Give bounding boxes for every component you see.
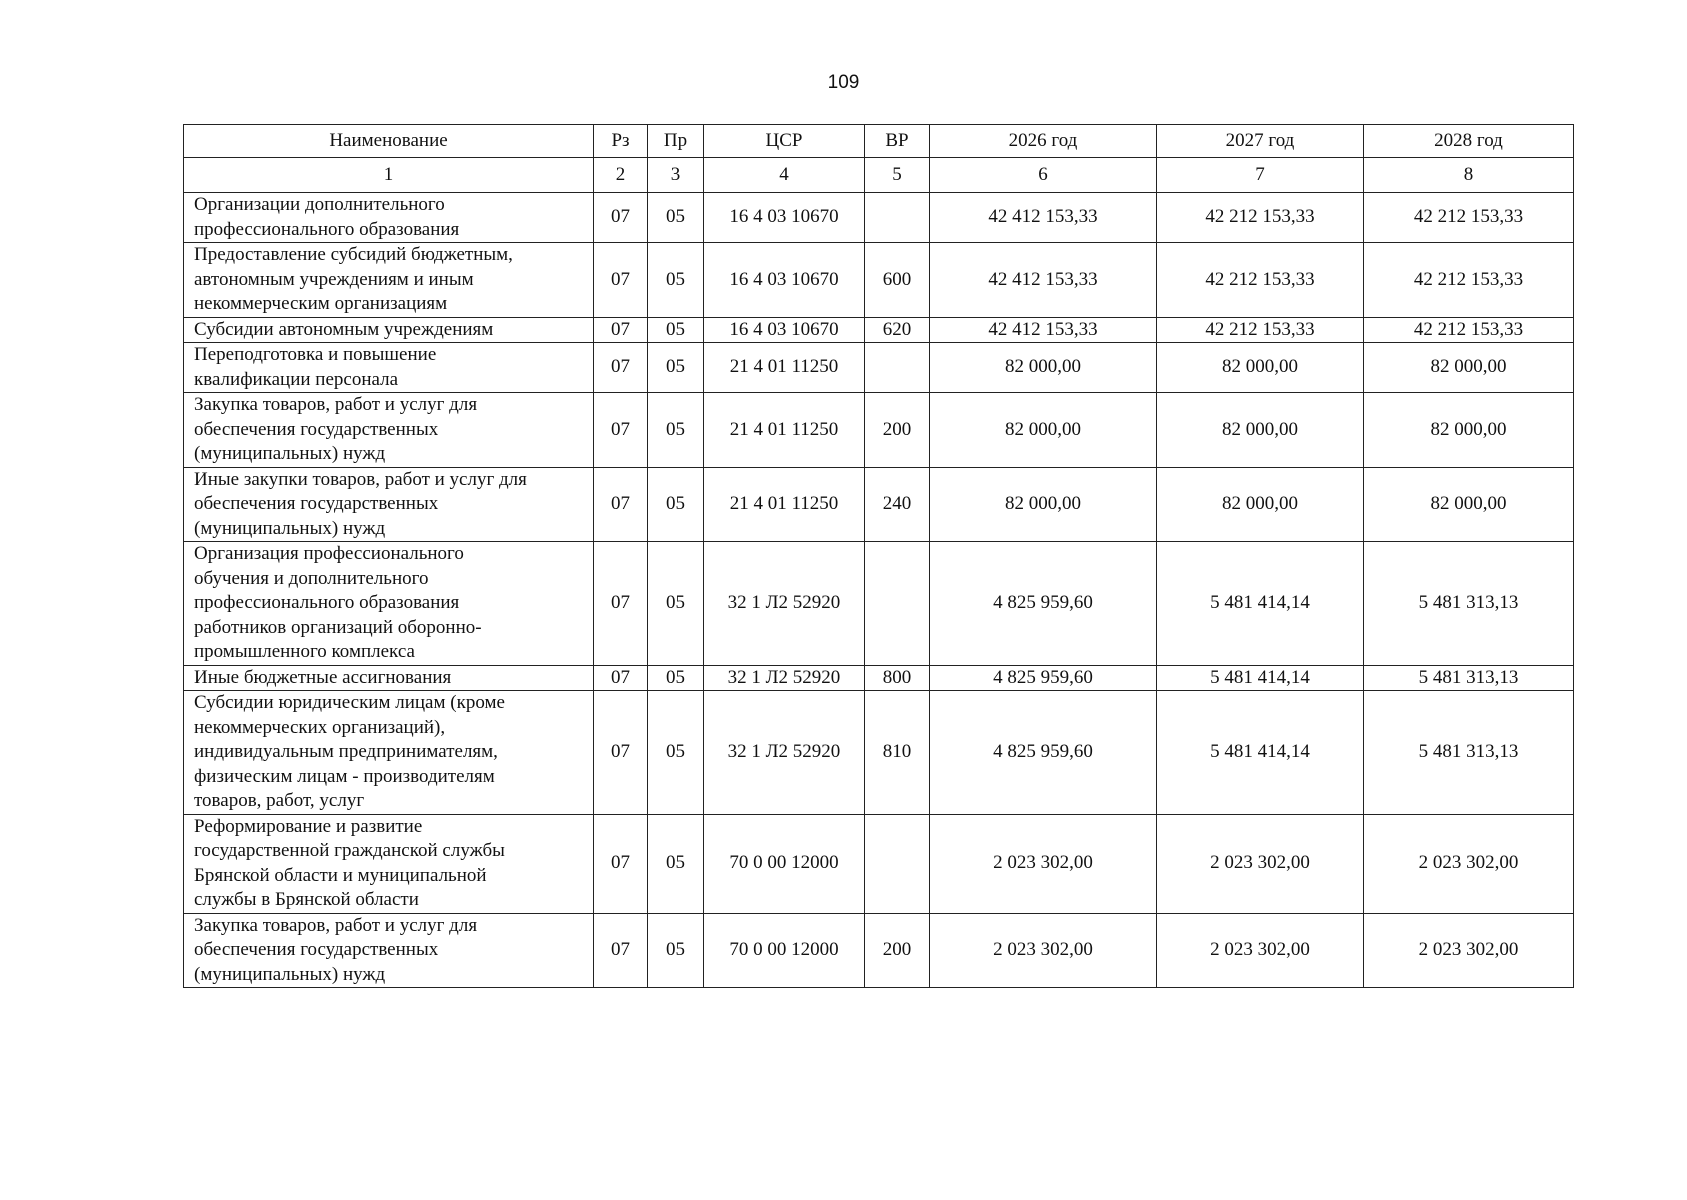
table-row (184, 243, 1574, 318)
row-amount-2028: 2 023 302,00 (1364, 913, 1574, 988)
column-number: 8 (1364, 158, 1574, 193)
row-amount-2026: 42 412 153,33 (930, 317, 1157, 343)
row-amount-2027: 5 481 414,14 (1157, 665, 1364, 691)
row-amount-2027: 5 481 414,14 (1157, 542, 1364, 666)
row-pr: 05 (648, 393, 704, 468)
row-name: Организации дополнительного профессионального образования (184, 193, 594, 243)
table-row (184, 665, 1574, 691)
row-amount-2027: 42 212 153,33 (1157, 317, 1364, 343)
column-number: 5 (865, 158, 930, 193)
column-number: 4 (704, 158, 865, 193)
row-name: Субсидии юридическим лицам (кроме некоммерческих организаций), индивидуальным предпринимателям, физическим лицам - производителям товаров, работ, услуг (184, 691, 594, 815)
header-csr: ЦСР (704, 125, 865, 158)
row-vr: 200 (865, 393, 930, 468)
row-csr: 16 4 03 10670 (704, 317, 865, 343)
header-name: Наименование (184, 125, 594, 158)
table-row (184, 393, 1574, 468)
column-number: 7 (1157, 158, 1364, 193)
row-amount-2026: 82 000,00 (930, 343, 1157, 393)
row-csr: 21 4 01 11250 (704, 393, 865, 468)
row-rz: 07 (594, 467, 648, 542)
row-pr: 05 (648, 691, 704, 815)
budget-table (183, 124, 1574, 988)
page-number: 109 (827, 72, 860, 93)
row-amount-2026: 82 000,00 (930, 393, 1157, 468)
row-amount-2028: 82 000,00 (1364, 343, 1574, 393)
row-amount-2028: 5 481 313,13 (1364, 542, 1574, 666)
row-pr: 05 (648, 193, 704, 243)
row-amount-2028: 42 212 153,33 (1364, 193, 1574, 243)
row-amount-2028: 2 023 302,00 (1364, 814, 1574, 913)
row-rz: 07 (594, 193, 648, 243)
row-rz: 07 (594, 317, 648, 343)
row-name: Иные закупки товаров, работ и услуг для обеспечения государственных (муниципальных) нужд (184, 467, 594, 542)
row-name: Организация профессионального обучения и дополнительного профессионального образования работников организаций оборонно- промышленного комплекса (184, 542, 594, 666)
row-amount-2028: 42 212 153,33 (1364, 317, 1574, 343)
row-amount-2027: 42 212 153,33 (1157, 243, 1364, 318)
row-rz: 07 (594, 691, 648, 815)
row-pr: 05 (648, 814, 704, 913)
row-amount-2028: 5 481 313,13 (1364, 665, 1574, 691)
row-name: Реформирование и развитие государственной гражданской службы Брянской области и муниципальной службы в Брянской области (184, 814, 594, 913)
row-name: Переподготовка и повышение квалификации персонала (184, 343, 594, 393)
row-pr: 05 (648, 542, 704, 666)
row-vr (865, 343, 930, 393)
row-pr: 05 (648, 467, 704, 542)
row-vr: 240 (865, 467, 930, 542)
row-name: Закупка товаров, работ и услуг для обеспечения государственных (муниципальных) нужд (184, 393, 594, 468)
row-amount-2026: 82 000,00 (930, 467, 1157, 542)
row-pr: 05 (648, 343, 704, 393)
row-vr: 810 (865, 691, 930, 815)
column-number: 2 (594, 158, 648, 193)
row-amount-2027: 2 023 302,00 (1157, 913, 1364, 988)
table-row (184, 542, 1574, 666)
table-row (184, 913, 1574, 988)
row-csr: 16 4 03 10670 (704, 243, 865, 318)
row-name: Предоставление субсидий бюджетным, автономным учреждениям и иным некоммерческим организациям (184, 243, 594, 318)
row-vr (865, 193, 930, 243)
row-csr: 21 4 01 11250 (704, 467, 865, 542)
row-csr: 16 4 03 10670 (704, 193, 865, 243)
row-vr: 620 (865, 317, 930, 343)
row-vr (865, 542, 930, 666)
row-amount-2027: 2 023 302,00 (1157, 814, 1364, 913)
row-name: Закупка товаров, работ и услуг для обеспечения государственных (муниципальных) нужд (184, 913, 594, 988)
header-pr: Пр (648, 125, 704, 158)
table-row (184, 193, 1574, 243)
row-rz: 07 (594, 243, 648, 318)
column-number-row (184, 158, 1574, 193)
row-amount-2028: 42 212 153,33 (1364, 243, 1574, 318)
header-2027: 2027 год (1157, 125, 1364, 158)
row-rz: 07 (594, 393, 648, 468)
row-amount-2026: 42 412 153,33 (930, 193, 1157, 243)
row-pr: 05 (648, 317, 704, 343)
row-amount-2028: 82 000,00 (1364, 393, 1574, 468)
table-row (184, 317, 1574, 343)
row-name: Субсидии автономным учреждениям (184, 317, 594, 343)
row-csr: 21 4 01 11250 (704, 343, 865, 393)
row-csr: 70 0 00 12000 (704, 913, 865, 988)
header-2028: 2028 год (1364, 125, 1574, 158)
row-vr: 800 (865, 665, 930, 691)
row-amount-2026: 4 825 959,60 (930, 542, 1157, 666)
row-name: Иные бюджетные ассигнования (184, 665, 594, 691)
row-pr: 05 (648, 243, 704, 318)
row-csr: 32 1 Л2 52920 (704, 665, 865, 691)
row-amount-2027: 82 000,00 (1157, 393, 1364, 468)
row-rz: 07 (594, 542, 648, 666)
table-row (184, 814, 1574, 913)
row-vr: 600 (865, 243, 930, 318)
row-csr: 32 1 Л2 52920 (704, 691, 865, 815)
row-amount-2026: 4 825 959,60 (930, 691, 1157, 815)
row-amount-2027: 5 481 414,14 (1157, 691, 1364, 815)
row-amount-2028: 5 481 313,13 (1364, 691, 1574, 815)
row-amount-2028: 82 000,00 (1364, 467, 1574, 542)
row-pr: 05 (648, 665, 704, 691)
row-amount-2027: 42 212 153,33 (1157, 193, 1364, 243)
column-number: 3 (648, 158, 704, 193)
row-vr: 200 (865, 913, 930, 988)
row-rz: 07 (594, 343, 648, 393)
row-csr: 70 0 00 12000 (704, 814, 865, 913)
row-vr (865, 814, 930, 913)
header-row (184, 125, 1574, 158)
column-number: 6 (930, 158, 1157, 193)
row-rz: 07 (594, 814, 648, 913)
row-amount-2026: 2 023 302,00 (930, 913, 1157, 988)
table-row (184, 467, 1574, 542)
table-row (184, 343, 1574, 393)
row-amount-2026: 2 023 302,00 (930, 814, 1157, 913)
header-2026: 2026 год (930, 125, 1157, 158)
row-amount-2026: 4 825 959,60 (930, 665, 1157, 691)
row-csr: 32 1 Л2 52920 (704, 542, 865, 666)
row-amount-2027: 82 000,00 (1157, 467, 1364, 542)
row-amount-2027: 82 000,00 (1157, 343, 1364, 393)
table-row (184, 691, 1574, 815)
header-vr: ВР (865, 125, 930, 158)
column-number: 1 (184, 158, 594, 193)
row-rz: 07 (594, 665, 648, 691)
row-pr: 05 (648, 913, 704, 988)
header-rz: Рз (594, 125, 648, 158)
row-amount-2026: 42 412 153,33 (930, 243, 1157, 318)
row-rz: 07 (594, 913, 648, 988)
